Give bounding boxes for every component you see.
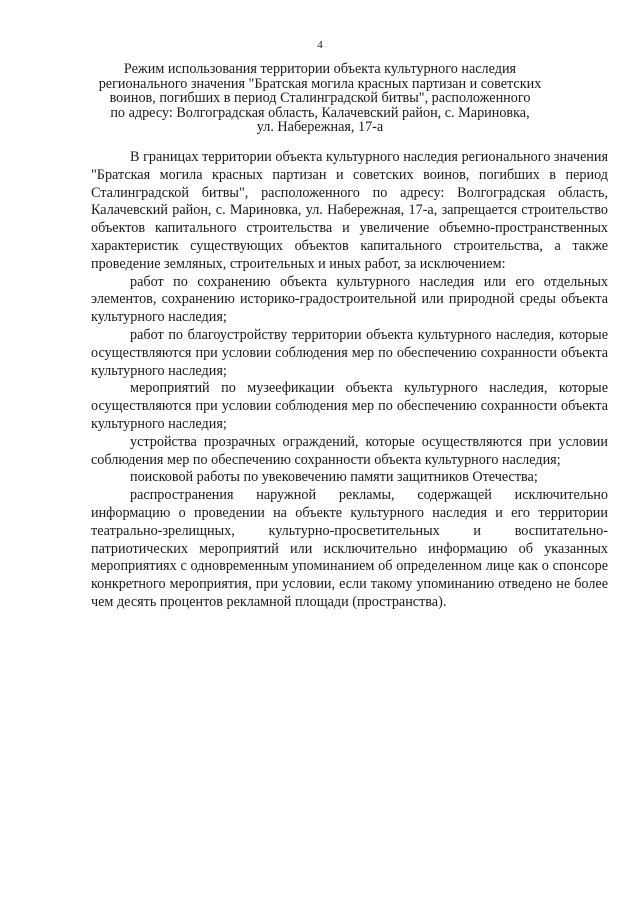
exception-item: мероприятий по музеефикации объекта культурного наследия, которые осуществляются при условии соблюдения мер по обеспечению сохранности объекта культурного наследия; — [91, 380, 608, 432]
title-line: воинов, погибших в период Сталинградской битвы", расположенного — [109, 90, 531, 107]
page-number: 4 — [317, 39, 323, 51]
exception-item: поисковой работы по увековечению памяти защитников Отечества; — [130, 469, 538, 486]
title-line: Режим использования территории объекта культурного наследия — [123, 61, 517, 77]
title-line: по адресу: Волгоградская область, Калачевский район, с. Мариновка, — [110, 104, 530, 121]
exception-item: устройства прозрачных ограждений, которые осуществляются при условии соблюдения мер по обеспечению сохранности объекта культурного наследия; — [91, 433, 608, 468]
title-line: регионального значения "Братская могила красных партизан и советских — [98, 75, 542, 92]
exception-item: работ по сохранению объекта культурного наследия или его отдельных элементов, сохранению историко-градостроительной или природной среды объекта культурного наследия; — [91, 273, 608, 326]
document-title — [90, 62, 550, 135]
exception-item: распространения наружной рекламы, содержащей исключительно информацию о проведении на объекте культурного наследия и его территории театрально-зрелищных, культурно-просветительных и воспитательно-патриотических мероприятий или исключительно информацию об указанных мероприятиях с одновременным упоминанием об определенном лице как о спонсоре конкретного мероприятия, при условии, если такому упоминанию отведено не более чем десять процентов рекламной площади (пространства). — [91, 487, 608, 610]
intro-paragraph: В границах территории объекта культурного наследия регионального значения "Братская могила красных партизан и советских воинов, погибших в период Сталинградской битвы", расположенного по адресу: Волгоградская область, Калачевский район, с. Мариновка, ул. Набережная, 17-а, запрещается строительство объектов капитального строительства и увеличение объемно-пространственных характеристик существующих объектов капитального строительства, а также проведение земляных, строительных и иных работ, за исключением: — [91, 149, 608, 272]
exception-item: работ по благоустройству территории объекта культурного наследия, которые осуществляются при условии соблюдения мер по обеспечению сохранности объекта культурного наследия; — [91, 326, 608, 379]
document-body — [91, 149, 608, 612]
title-line: ул. Набережная, 17-а — [256, 119, 384, 136]
